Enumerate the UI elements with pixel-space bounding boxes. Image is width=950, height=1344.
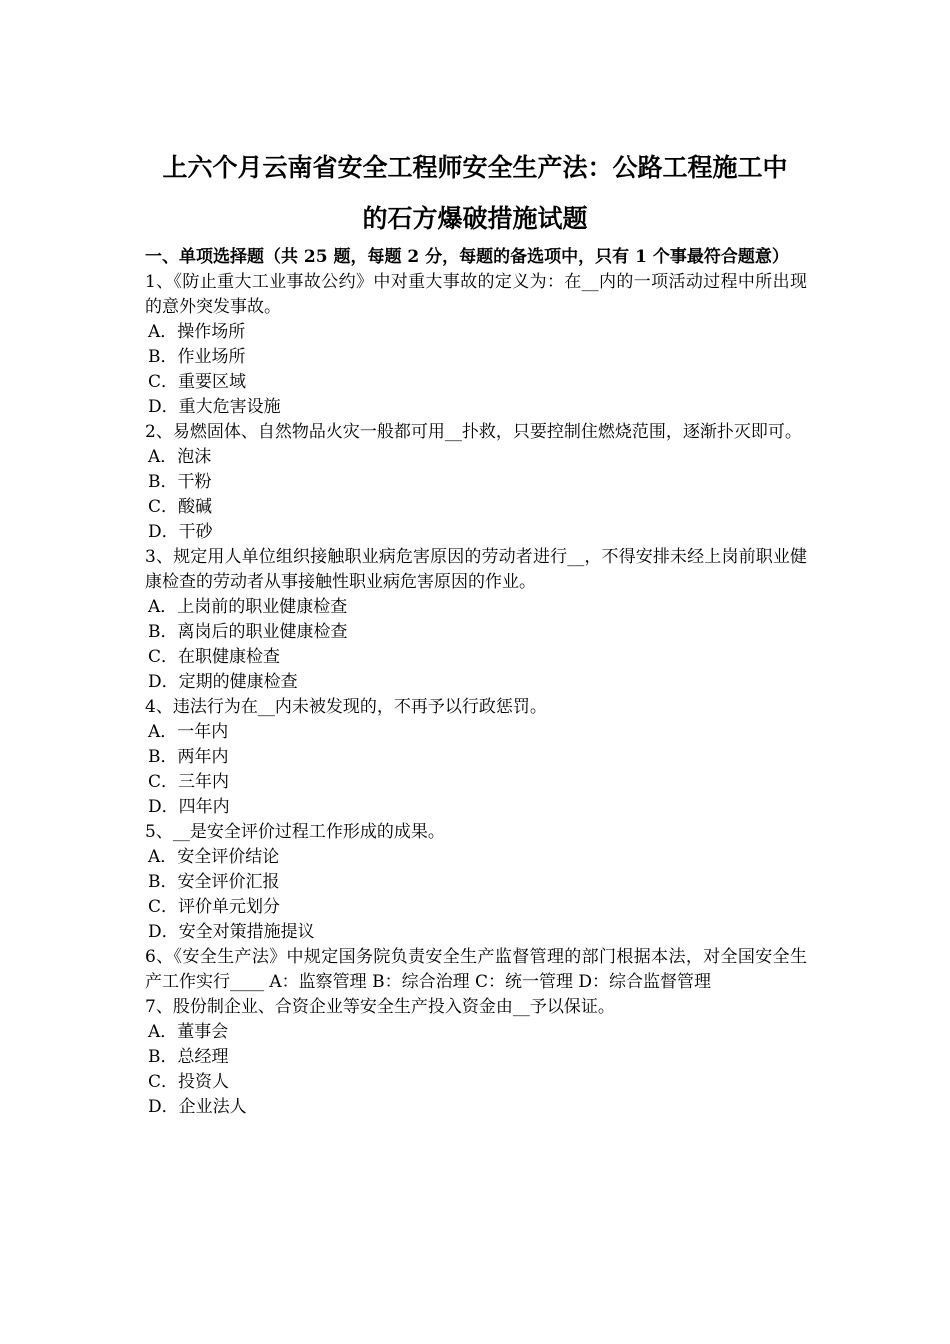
option-a: A．一年内 <box>148 722 229 742</box>
question-6 <box>145 945 807 995</box>
question-5 <box>145 820 807 945</box>
option-d: D．定期的健康检查 <box>148 672 298 692</box>
option-c: C．评价单元划分 <box>148 897 281 917</box>
question-7 <box>145 995 807 1120</box>
option-b: B．总经理 <box>148 1047 229 1067</box>
option-d: D．四年内 <box>148 797 230 817</box>
option-a: A．董事会 <box>148 1022 229 1042</box>
question-text: 4、违法行为在__内未被发现的，不再予以行政惩罚。 <box>145 697 547 717</box>
option-a: A．操作场所 <box>148 322 246 342</box>
option-a: A．上岗前的职业健康检查 <box>148 597 348 617</box>
document-body <box>145 245 807 1120</box>
option-a: A．泡沫 <box>148 447 212 467</box>
option-b: B．离岗后的职业健康检查 <box>148 622 348 642</box>
question-text: 7、股份制企业、合资企业等安全生产投入资金由__予以保证。 <box>145 997 615 1017</box>
question-text: 1、《防止重大工业事故公约》中对重大事故的定义为：在__内的一项活动过程中所出现的意外突发事故。 <box>145 272 807 317</box>
option-a: A．安全评价结论 <box>148 847 280 867</box>
option-b: B．作业场所 <box>148 347 246 367</box>
document-title-line-1: 上六个月云南省安全工程师安全生产法：公路工程施工中 <box>162 153 788 182</box>
option-d: D．企业法人 <box>148 1097 247 1117</box>
question-2 <box>145 420 807 545</box>
question-text: 5、__是安全评价过程工作形成的成果。 <box>145 822 445 842</box>
question-text: 3、规定用人单位组织接触职业病危害原因的劳动者进行__，不得安排未经上岗前职业健康检查的劳动者从事接触性职业病危害原因的作业。 <box>145 547 807 592</box>
option-d: D．安全对策措施提议 <box>148 922 315 942</box>
option-c: C．三年内 <box>148 772 230 792</box>
option-d: D．干砂 <box>148 522 213 542</box>
question-1 <box>145 270 807 420</box>
section-heading: 一、单项选择题（共 25 题，每题 2 分，每题的备选项中，只有 1 个事最符合题意） <box>145 247 789 267</box>
question-3 <box>145 545 807 695</box>
document-title-line-2: 的石方爆破措施试题 <box>362 204 588 233</box>
option-b: B．干粉 <box>148 472 212 492</box>
option-c: C．投资人 <box>148 1072 230 1092</box>
option-c: C．在职健康检查 <box>148 647 281 667</box>
option-b: B．安全评价汇报 <box>148 872 280 892</box>
question-text: 6、《安全生产法》中规定国务院负责安全生产监督管理的部门根据本法，对全国安全生产工作实行____ A：监察管理 B：综合治理 C：统一管理 D：综合监督管理 <box>145 947 807 992</box>
option-d: D．重大危害设施 <box>148 397 281 417</box>
option-c: C．酸碱 <box>148 497 213 517</box>
question-4 <box>145 695 807 820</box>
option-b: B．两年内 <box>148 747 229 767</box>
option-c: C．重要区域 <box>148 372 247 392</box>
question-text: 2、易燃固体、自然物品火灾一般都可用__扑救，只要控制住燃烧范围，逐渐扑灭即可。 <box>145 422 802 442</box>
